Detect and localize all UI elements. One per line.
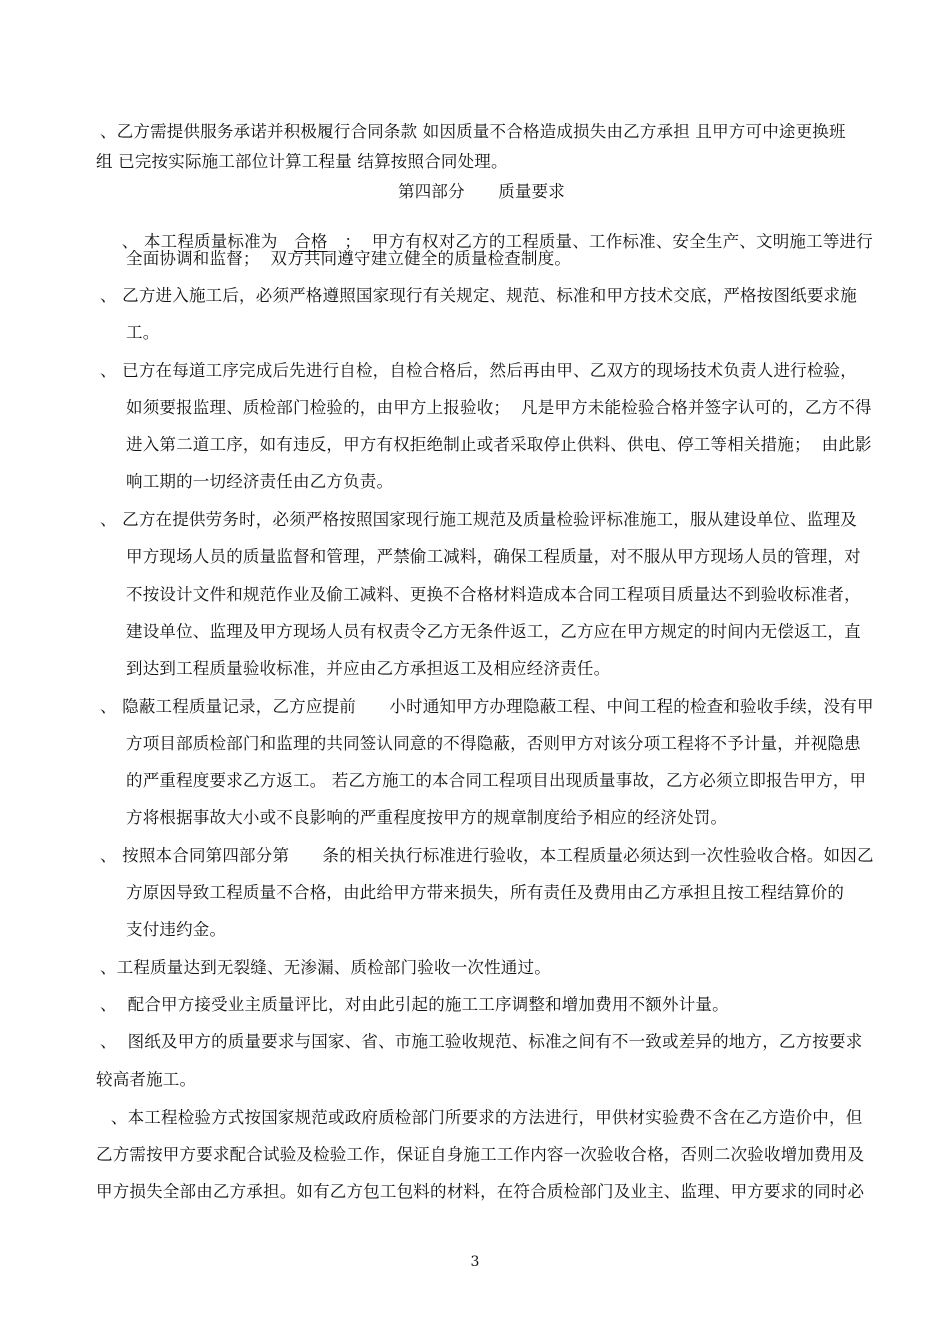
text-line: 、 乙方在提供劳务时，必须严格按照国家现行施工规范及质量检验评标准施工，服从建设单位、监理及 <box>100 510 857 529</box>
text-line: 较高者施工。 <box>96 1070 197 1089</box>
text-line: 、 配合甲方接受业主质量评比，对由此引起的施工工序调整和增加费用不额外计量。 <box>100 995 729 1014</box>
text-line: 、 按照本合同第四部分第 条的相关执行标准进行验收，本工程质量必须达到一次性验收合格。如因乙 <box>100 846 874 865</box>
text-line: 建设单位、监理及甲方现场人员有权责令乙方无条件返工，乙方应在甲方规定的时间内无偿返工，直 <box>126 622 861 641</box>
text-line: 到达到工程质量验收标准，并应由乙方承担返工及相应经济责任。 <box>126 659 611 678</box>
text-line: 全面协调和监督； 双方共同遵守建立健全的质量检查制度。 <box>126 249 572 268</box>
text-line: 支付违约金。 <box>126 920 227 939</box>
text-line: 的严重程度要求乙方返工。 若乙方施工的本合同工程项目出现质量事故，乙方必须立即报告甲方，甲 <box>126 771 867 790</box>
text-line: 方将根据事故大小或不良影响的严重程度按甲方的规章制度给予相应的经济处罚。 <box>126 808 728 827</box>
section-heading: 第四部分 质量要求 <box>398 182 565 201</box>
text-line: 甲方现场人员的质量监督和管理，严禁偷工减料，确保工程质量，对不服从甲方现场人员的管理，对 <box>126 547 861 566</box>
text-line: 甲方损失全部由乙方承担。如有乙方包工包料的材料，在符合质检部门及业主、监理、甲方要求的同时必 <box>96 1182 865 1201</box>
text-line: 如须要报监理、质检部门检验的，由甲方上报验收； 凡是甲方未能检验合格并签字认可的，乙方不得 <box>126 398 872 417</box>
text-line: 、 图纸及甲方的质量要求与国家、省、市施工验收规范、标准之间有不一致或差异的地方，乙方按要求 <box>100 1032 863 1051</box>
text-line: 组 已完按实际施工部位计算工程量 结算按照合同处理。 <box>96 152 508 171</box>
text-line: 、 隐蔽工程质量记录，乙方应提前 小时通知甲方办理隐蔽工程、中间工程的检查和验收手续，没有甲 <box>100 697 874 716</box>
text-line: 方项目部质检部门和监理的共同签认同意的不得隐蔽，否则甲方对该分项工程将不予计量，并视隐患 <box>126 734 861 753</box>
text-line: 方原因导致工程质量不合格，由此给甲方带来损失，所有责任及费用由乙方承担且按工程结算价的 <box>126 883 845 902</box>
text-line: 、工程质量达到无裂缝、无渗漏、质检部门验收一次性通过。 <box>100 958 551 977</box>
text-line: 、 乙方进入施工后，必须严格遵照国家现行有关规定、规范、标准和甲方技术交底，严格按图纸要求施 <box>100 286 857 305</box>
page-number: 3 <box>470 1254 480 1270</box>
text-line: 、 已方在每道工序完成后先进行自检，自检合格后，然后再由甲、乙双方的现场技术负责人进行检验， <box>100 361 857 380</box>
quality-standard-value: 合格 <box>294 232 328 251</box>
text-line: 不按设计文件和规范作业及偷工减料、更换不合格材料造成本合同工程项目质量达不到验收标准者， <box>126 585 861 604</box>
text-line: 、 本工程质量标准为 合格 ； 甲方有权对乙方的工程质量、工作标准、安全生产、文明施工等进行 <box>121 232 873 251</box>
text-line: 乙方需按甲方要求配合试验及检验工作，保证自身施工工作内容一次验收合格，否则二次验收增加费用及 <box>96 1145 865 1164</box>
text-line: 、乙方需提供服务承诺并积极履行合同条款 如因质量不合格造成损失由乙方承担 且甲方可中途更换班 <box>100 122 846 141</box>
text-line: 响工期的一切经济责任由乙方负责。 <box>126 472 394 491</box>
text-line: 工。 <box>126 323 160 342</box>
text-line: 进入第二道工序，如有违反，甲方有权拒绝制止或者采取停止供料、供电、停工等相关措施； 由此影 <box>126 435 872 454</box>
text-line: 、本工程检验方式按国家规范或政府质检部门所要求的方法进行，甲供材实验费不含在乙方造价中，但 <box>100 1108 863 1127</box>
